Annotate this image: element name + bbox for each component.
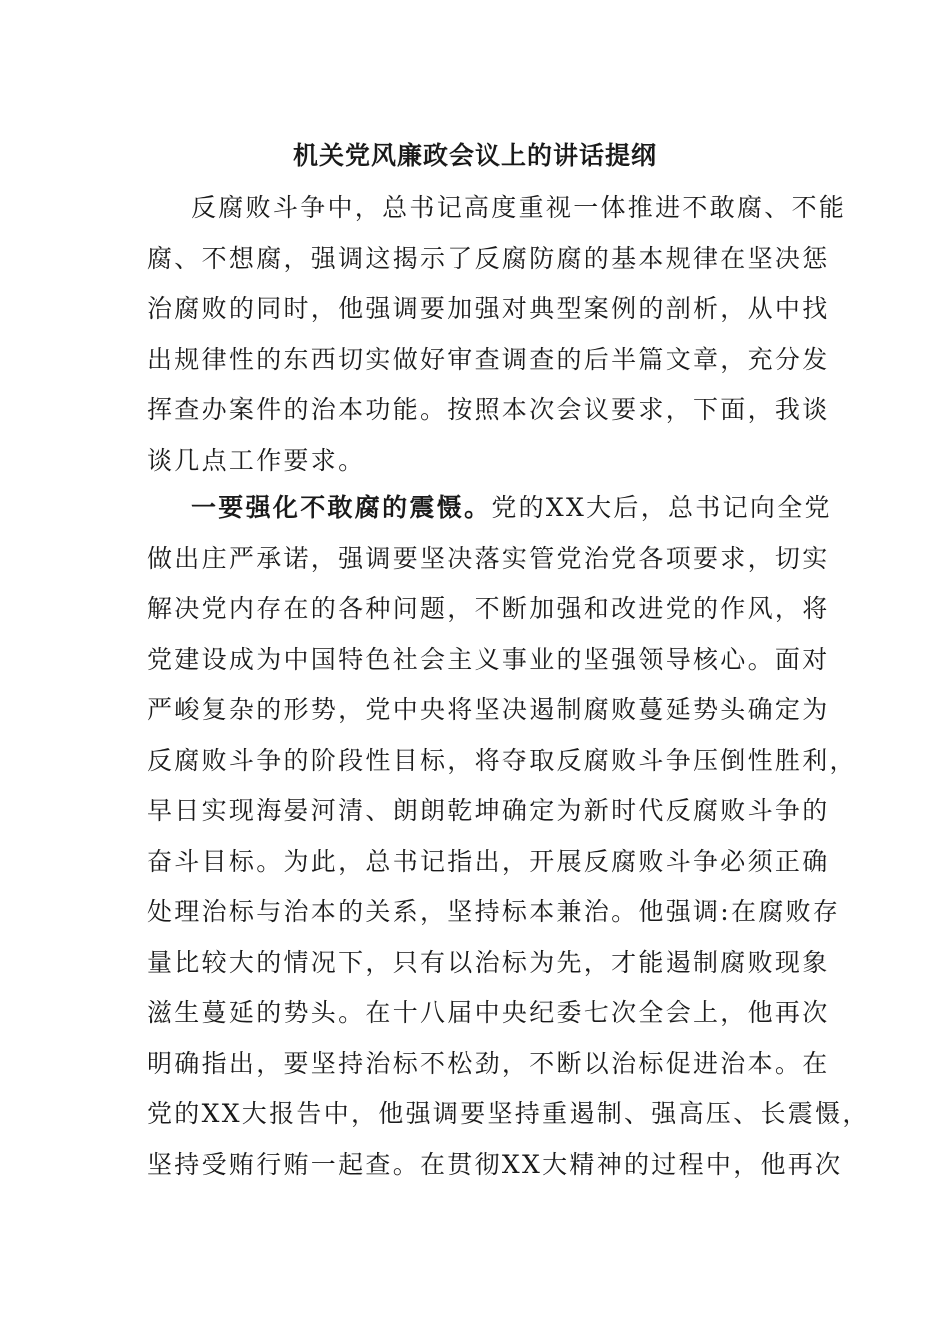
document-title: 机关党风廉政会议上的讲话提纲: [292, 141, 657, 170]
paragraph-line: 做出庄严承诺，强调要坚决落实管党治党各项要求，切实: [147, 543, 830, 573]
paragraph-line: 奋斗目标。为此，总书记指出，开展反腐败斗争必须正确: [147, 846, 830, 876]
paragraph-line: 量比较大的情况下，只有以治标为先，才能遏制腐败现象: [147, 947, 830, 977]
paragraph-line: 党建设成为中国特色社会主义事业的坚强领导核心。面对: [147, 644, 830, 674]
paragraph-first-line: [147, 483, 832, 534]
paragraph-line: 坚持受贿行贿一起查。在贯彻XX大精神的过程中，他再次: [147, 1149, 843, 1179]
paragraph-line: 出规律性的东西切实做好审查调查的后半篇文章，充分发: [147, 344, 830, 374]
paragraph-1: [147, 183, 847, 486]
paragraph-line: 治腐败的同时，他强调要加强对典型案例的剖析，从中找: [147, 294, 830, 323]
paragraph-line: 早日实现海晏河清、朗朗乾坤确定为新时代反腐败斗争的: [147, 796, 830, 825]
paragraph-line: 挥查办案件的治本功能。按照本次会议要求，下面，我谈: [147, 395, 830, 424]
paragraph-line: 腐、不想腐，强调这揭示了反腐防腐的基本规律在坚决惩: [147, 243, 830, 273]
paragraph-line: 谈几点工作要求。: [147, 445, 366, 475]
paragraph-line: 党的XX大报告中，他强调要坚持重遏制、强高压、长震慑，: [147, 1099, 870, 1128]
paragraph-line: 严峻复杂的形势，党中央将坚决遏制腐败蔓延势头确定为: [147, 695, 830, 724]
paragraph-line: 处理治标与治本的关系，坚持标本兼治。他强调:在腐败存: [147, 897, 841, 926]
paragraph-line: 反腐败斗争的阶段性目标，将夺取反腐败斗争压倒性胜利，: [147, 745, 857, 775]
paragraph-line: 滋生蔓延的势头。在十八届中央纪委七次全会上，他再次: [147, 998, 830, 1027]
paragraph-line: 解决党内存在的各种问题，不断加强和改进党的作风，将: [147, 594, 830, 623]
paragraph-2: [147, 483, 870, 1190]
section-heading: 一要强化不敢腐的震慑。: [191, 493, 492, 522]
paragraph-line: 明确指出，要坚持治标不松劲，不断以治标促进治本。在: [147, 1048, 830, 1078]
paragraph-line-rest: 党的XX大后，总书记向全党: [491, 493, 832, 522]
paragraph-line: 反腐败斗争中，总书记高度重视一体推进不敢腐、不能: [191, 193, 847, 222]
